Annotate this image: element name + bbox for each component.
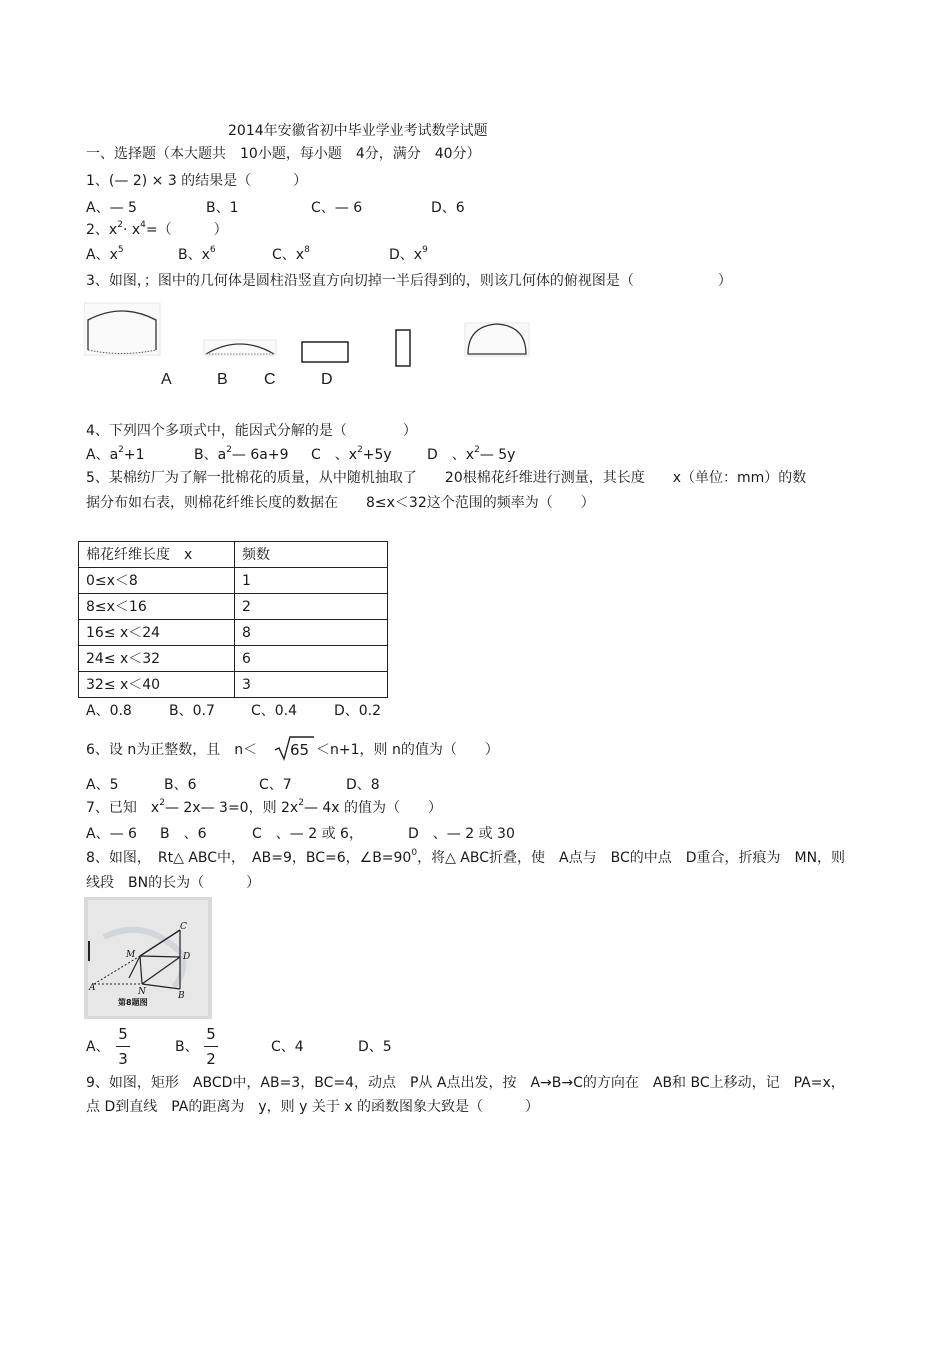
table-row [79,568,388,594]
q3-label-c: C [264,371,276,388]
q6-stem-prefix: 6、设 n为正整数，且 n＜ [86,742,258,758]
q6-option-a: A、5 [86,777,119,793]
table-row [79,672,388,698]
q6-radicand: 65 [290,741,310,759]
q5-line1: 5、某棉纺厂为了解一批棉花的质量，从中随机抽取了 20根棉花纤维进行测量，其长度 x（单位：mm）的数 [86,470,807,486]
q4-option-a: A、$a^2+1$ [86,445,145,463]
q1-option-a: A、— 5 [86,200,137,216]
frequency-table [78,541,388,698]
q6-option-c: C、7 [259,777,292,793]
table-cell: 8 [235,620,388,646]
table-cell: 6 [235,646,388,672]
page-title: 2014年安徽省初中毕业学业考试数学试题 [228,123,488,139]
q1-option-c: C、— 6 [311,200,363,216]
q1-option-d: D、6 [431,200,465,216]
q9-line1: 9、如图，矩形 ABCD中，AB=3，BC=4，动点 P从 A点出发，按 A→B→C的方向在 AB和 BC上移动，记 PA=x， [86,1075,845,1091]
table-cell: 3 [235,672,388,698]
table-cell: 2 [235,594,388,620]
q9-line2: 点 D到直线 PA的距离为 y，则 y 关于 x 的函数图象大致是（ ） [86,1099,540,1115]
table-header-row [79,542,388,568]
q3-option-d-figure [465,323,529,356]
fig-label-m: M [126,950,136,960]
q3-figures [84,300,534,372]
q8-line2: 线段 BN的长为（ ） [86,875,261,891]
q4-stem: 4、下列四个多项式中，能因式分解的是（ ） [86,423,417,439]
q2-option-d: D、$x^9$ [389,245,428,263]
table-cell: 0≤x＜8 [79,568,235,594]
q6-option-b: B、6 [164,777,197,793]
table-cell: 16≤ x＜24 [79,620,235,646]
q6-stem-suffix: ＜n+1，则 n的值为（ ） [316,742,499,758]
table-cell: 8≤x＜16 [79,594,235,620]
q7-option-b: B 、6 [160,826,207,842]
q8-option-a-fraction [116,1024,130,1069]
fraction-denominator: 3 [118,1050,128,1068]
fig-label-n: N [138,987,146,997]
q3-stem: 3、如图，；图中的几何体是圆柱沿竖直方向切掉一半后得到的，则该几何体的俯视图是（ ） [86,273,732,289]
fig-label-a: A [89,983,96,993]
q5-option-a: A、0.8 [86,703,132,719]
q3-option-c-figure [396,330,410,366]
q8-line1: 8、如图， Rt△ ABC中， AB=9，BC=6，$\angle B=90^0$，将△ ABC折叠，使 A点与 BC的中点 D重合，折痕为 MN，则 [86,848,846,866]
table-row [79,620,388,646]
q5-option-d: D、0.2 [334,703,382,719]
table-row [79,646,388,672]
q2-option-a: A、$x^5$ [86,245,124,263]
q3-label-b: B [217,371,228,388]
q3-solid-figure [84,303,160,355]
q7-option-c: C 、— 2 或 6， [252,826,363,842]
fig-label-d: D [183,952,191,962]
q8-figure [84,897,212,1019]
table-cell: 32≤ x＜40 [79,672,235,698]
q7-stem: 7、已知 $x^2—$ 2x— 3=0，则 $2x^2—$ 4x 的值为（ ） [86,798,443,816]
q7-option-a: A、— 6 [86,826,137,842]
q3-option-a-figure [204,340,276,355]
q5-option-b: B、0.7 [169,703,215,719]
fraction-denominator: 2 [206,1050,216,1068]
q6-option-d: D、8 [346,777,380,793]
q1-stem: 1、(— 2) × 3 的结果是（ ） [86,173,308,189]
q4-option-d: D 、$x^2—$ 5y [427,445,516,463]
q8-option-b-fraction [204,1024,218,1069]
table-header-cell: 棉花纤维长度 x [79,542,235,568]
table-cell: 1 [235,568,388,594]
q7-option-d: D 、— 2 或 30 [408,826,515,842]
q8-option-d: D、5 [358,1039,392,1055]
fig-label-b: B [178,991,185,1001]
q5-line2: 据分布如右表，则棉花纤维长度的数据在 8≤x＜32这个范围的频率为（ ） [86,495,595,511]
q5-option-c: C、0.4 [251,703,298,719]
q1-option-b: B、1 [206,200,239,216]
q8-option-a-label: A、 [86,1039,110,1055]
q4-option-b: B、$a^2—$ 6a+9 [194,445,289,463]
table-cell: 24≤ x＜32 [79,646,235,672]
fraction-numerator: 5 [206,1025,216,1043]
fig-caption: 第8题图 [118,998,148,1007]
q2-option-c: C、$x^8$ [272,245,310,263]
table-row [79,594,388,620]
q3-label-d: D [321,371,333,388]
fraction-numerator: 5 [118,1025,128,1043]
q2-stem: 2、$x^2\cdot x^4=$（ ） [86,220,228,238]
fig-label-c: C [180,922,187,932]
q3-label-a: A [161,371,172,388]
q2-option-b: B、$x^6$ [178,245,216,263]
q3-option-b-figure [302,342,348,362]
q8-option-b-label: B、 [175,1039,199,1055]
q8-option-c: C、4 [271,1039,304,1055]
q4-option-c: C 、$x^2+5y$ [311,445,392,463]
table-header-cell: 频数 [235,542,388,568]
section-heading: 一、选择题（本大题共 10小题，每小题 4分，满分 40分） [86,146,481,162]
